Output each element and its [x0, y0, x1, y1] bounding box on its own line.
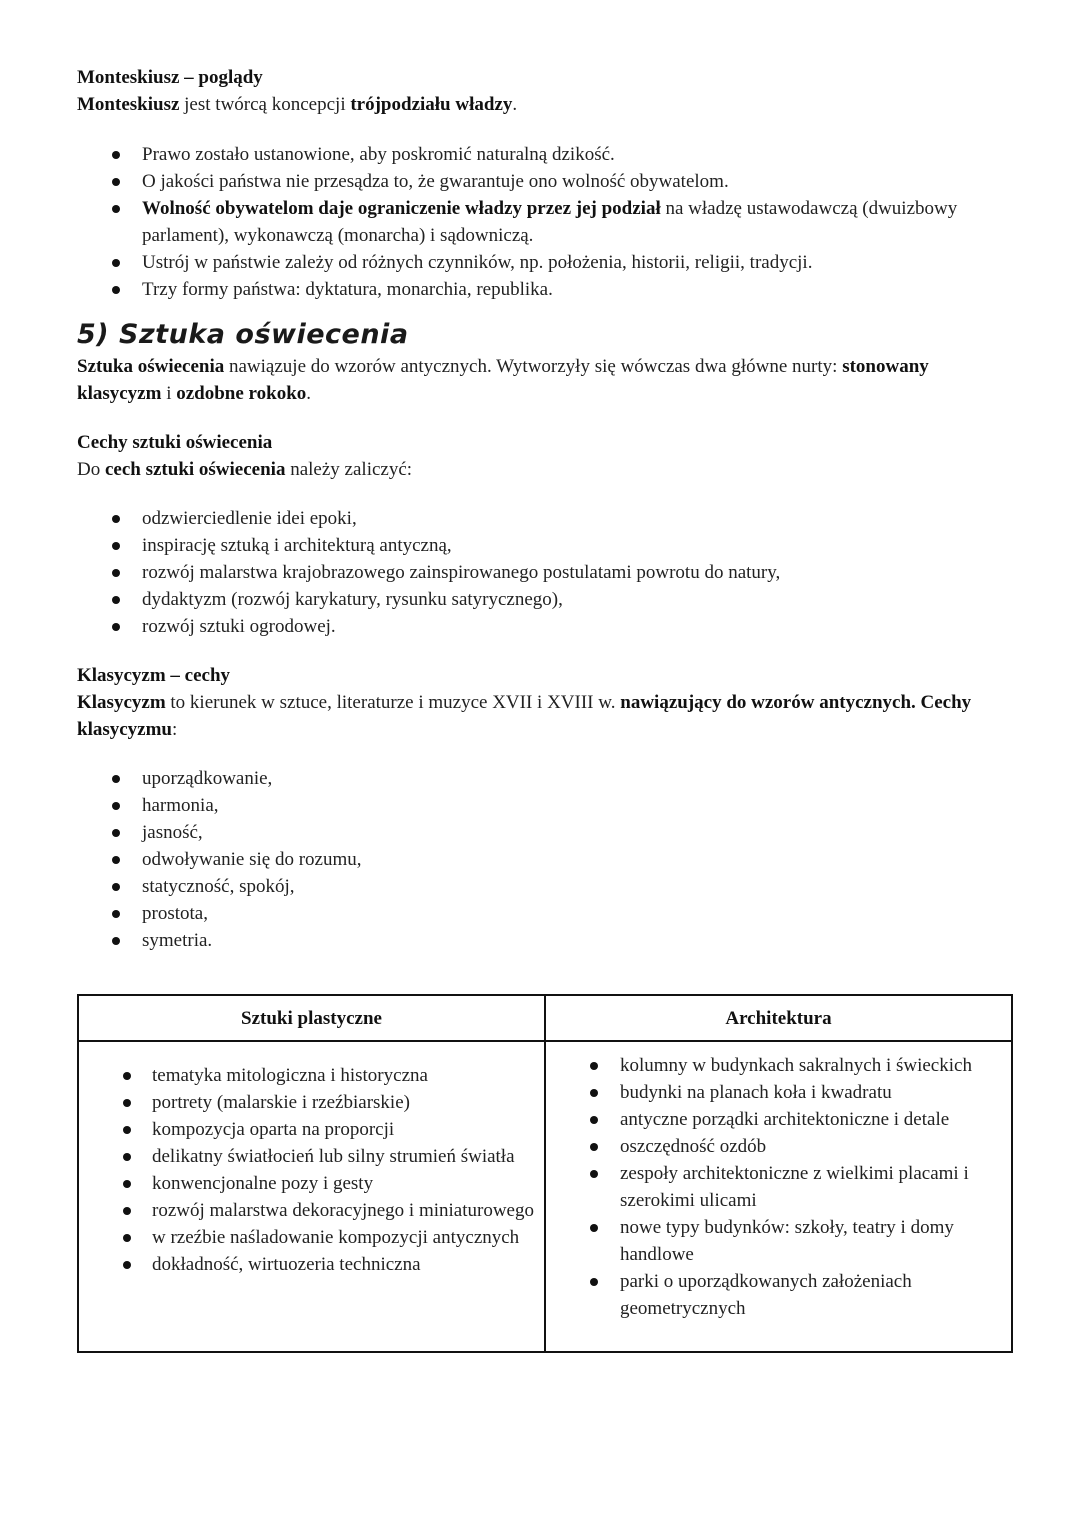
cechy-heading: Cechy sztuki oświecenia	[77, 432, 273, 453]
table-cell-architektura	[545, 1041, 1012, 1352]
sztuki-list	[79, 1062, 544, 1278]
list-item: statyczność, spokój,	[77, 873, 1017, 900]
section5-intro-bold3: ozdobne rokoko	[176, 383, 307, 404]
section-title: 5) Sztuka oświecenia	[77, 319, 409, 350]
comparison-table	[77, 994, 1013, 1353]
list-item: odwoływanie się do rozumu,	[77, 846, 1017, 873]
list-item: dokładność, wirtuozeria techniczna	[79, 1251, 544, 1278]
section5-intro-mid2: i	[161, 383, 177, 404]
list-item: inspirację sztuką i architekturą antyczną,	[77, 532, 1017, 559]
list-item: budynki na planach koła i kwadratu	[546, 1079, 1011, 1106]
list-item: portrety (malarskie i rzeźbiarskie)	[79, 1089, 544, 1116]
monteskiusz-list	[77, 141, 1017, 303]
architektura-list	[546, 1052, 1011, 1322]
monteskiusz-intro-end: .	[512, 94, 518, 115]
list-item: symetria.	[77, 927, 1017, 954]
table-cell-sztuki	[78, 1041, 545, 1352]
list-item: rozwój sztuki ogrodowej.	[77, 613, 1017, 640]
klasycyzm-heading: Klasycyzm – cechy	[77, 665, 231, 686]
list-item: uporządkowanie,	[77, 765, 1017, 792]
list-item: Prawo zostało ustanowione, aby poskromić naturalną dzikość.	[77, 141, 1017, 168]
monteskiusz-intro-mid: jest twórcą koncepcji	[179, 94, 351, 115]
list-item: jasność,	[77, 819, 1017, 846]
list-item-bold: Wolność obywatelom daje ograniczenie władzy przez jej podział	[142, 198, 661, 219]
list-item: oszczędność ozdób	[546, 1133, 1011, 1160]
klasycyzm-intro-bold: Klasycyzm	[77, 692, 166, 713]
list-item: kompozycja oparta na proporcji	[79, 1116, 544, 1143]
list-item: zespoły architektoniczne z wielkimi placami i szerokimi ulicami	[546, 1160, 1011, 1214]
list-item: kolumny w budynkach sakralnych i świeckich	[546, 1052, 1011, 1079]
klasycyzm-intro-end: :	[172, 719, 178, 740]
list-item: nowe typy budynków: szkoły, teatry i domy handlowe	[546, 1214, 1011, 1268]
cechy-intro-bold: cech sztuki oświecenia	[104, 459, 286, 480]
klasycyzm-intro-bold2: nawiązujący do wzorów antycznych. Cechy klasycyzmu	[77, 692, 972, 740]
list-item: delikatny światłocień lub silny strumień światła	[79, 1143, 544, 1170]
list-item	[77, 195, 1017, 249]
list-item: antyczne porządki architektoniczne i detale	[546, 1106, 1011, 1133]
list-item: konwencjonalne pozy i gesty	[79, 1170, 544, 1197]
cechy-intro	[77, 456, 1017, 483]
monteskiusz-intro	[77, 91, 1017, 118]
list-item: odzwierciedlenie idei epoki,	[77, 505, 1017, 532]
cechy-intro-start: Do	[77, 459, 105, 480]
document-page	[77, 64, 1017, 954]
list-item: harmonia,	[77, 792, 1017, 819]
list-item: prostota,	[77, 900, 1017, 927]
cechy-list	[77, 505, 1017, 640]
section5-intro-bold2: stonowany klasycyzm	[77, 356, 929, 404]
klasycyzm-list	[77, 765, 1017, 954]
table-header-row	[78, 995, 1012, 1041]
section5-intro	[77, 353, 1017, 407]
monteskiusz-intro-bold2: trójpodziału władzy	[350, 94, 513, 115]
table-header-architektura: Architektura	[545, 995, 1012, 1041]
list-item: Trzy formy państwa: dyktatura, monarchia, republika.	[77, 276, 1017, 303]
table-row	[78, 1041, 1012, 1352]
section5-intro-mid: nawiązuje do wzorów antycznych. Wytworzyły się wówczas dwa główne nurty:	[224, 356, 843, 377]
list-item: Ustrój w państwie zależy od różnych czynników, np. położenia, historii, religii, tradycji.	[77, 249, 1017, 276]
section5-intro-end: .	[306, 383, 312, 404]
cechy-intro-end: należy zaliczyć:	[285, 459, 413, 480]
klasycyzm-intro	[77, 689, 1017, 743]
list-item: tematyka mitologiczna i historyczna	[79, 1062, 544, 1089]
list-item: dydaktyzm (rozwój karykatury, rysunku satyrycznego),	[77, 586, 1017, 613]
list-item: w rzeźbie naśladowanie kompozycji antycznych	[79, 1224, 544, 1251]
list-item: O jakości państwa nie przesądza to, że gwarantuje ono wolność obywatelom.	[77, 168, 1017, 195]
list-item: parki o uporządkowanych założeniach geometrycznych	[546, 1268, 1011, 1322]
section5-intro-bold: Sztuka oświecenia	[77, 356, 225, 377]
monteskiusz-heading: Monteskiusz – poglądy	[77, 67, 263, 88]
klasycyzm-intro-mid: to kierunek w sztuce, literaturze i muzyce XVII i XVIII w.	[165, 692, 621, 713]
table-header-sztuki: Sztuki plastyczne	[78, 995, 545, 1041]
list-item: rozwój malarstwa krajobrazowego zainspirowanego postulatami powrotu do natury,	[77, 559, 1017, 586]
list-item: rozwój malarstwa dekoracyjnego i miniaturowego	[79, 1197, 544, 1224]
list-item-rest: na władzę ustawodawczą (dwuizbowy parlament), wykonawczą (monarcha) i sądowniczą.	[142, 198, 958, 246]
monteskiusz-intro-bold: Monteskiusz	[77, 94, 180, 115]
